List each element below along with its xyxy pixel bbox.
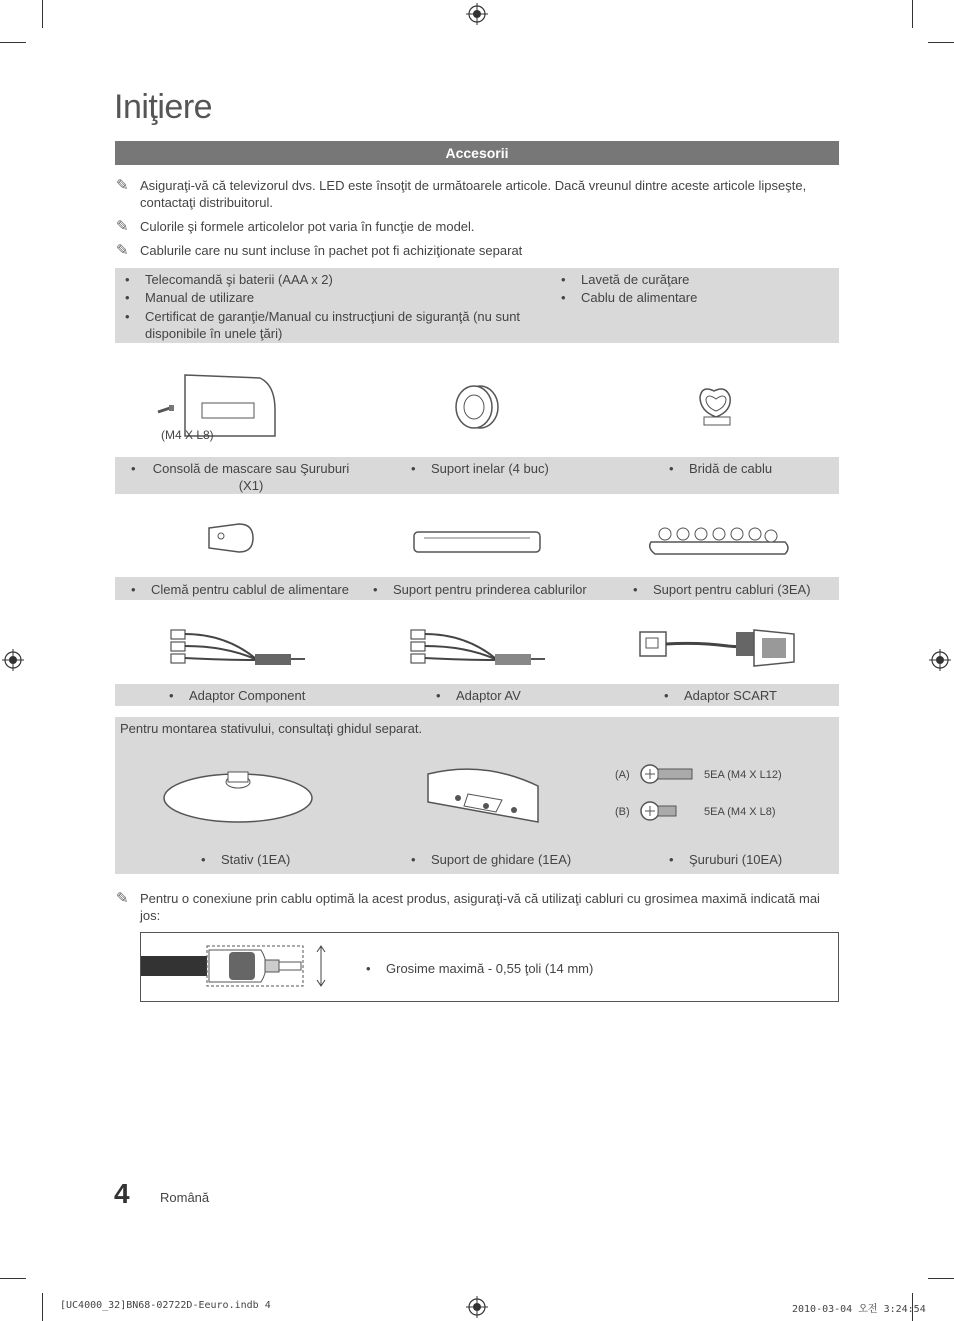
av-adapter-image — [405, 624, 550, 670]
pencil-note-icon: ✎ — [116, 177, 129, 194]
stand-note: Pentru montarea stativului, consultaţi ghidul separat. — [120, 721, 423, 736]
page-number: 4 — [114, 1178, 130, 1209]
holder-wire-stand-image — [410, 528, 545, 556]
registration-mark-icon — [466, 3, 488, 25]
pencil-note-icon: ✎ — [116, 218, 129, 235]
registration-mark-icon — [466, 1296, 488, 1318]
note-text: Asiguraţi-vă că televizorul dvs. LED este însoţit de următoarele articole. Dacă vreunul dintre aceste articole lipseşte, contactaţi distribuitorul. — [140, 178, 807, 210]
crop-mark — [928, 1278, 954, 1279]
language-label: Română — [160, 1190, 210, 1205]
note — [116, 890, 836, 923]
stand-image — [162, 768, 317, 826]
ring-holder-image — [452, 383, 502, 431]
screw-a-tag: (A) — [615, 769, 630, 781]
note-text: Culorile şi formele articolelor pot varia în funcţie de model. — [140, 219, 475, 234]
component-adapter-image — [165, 624, 310, 670]
screw-size-label: (M4 X L8) — [161, 428, 214, 442]
note — [116, 177, 836, 210]
cable-thickness-image — [141, 940, 331, 990]
screw-a-image — [640, 762, 696, 786]
footer-file: [UC4000_32]BN68-02722D-Eeuro.indb 4 — [60, 1300, 271, 1311]
pencil-note-icon: ✎ — [116, 890, 129, 907]
pencil-note-icon: ✎ — [116, 242, 129, 259]
screw-b-label: 5EA (M4 X L8) — [704, 806, 776, 818]
guide-stand-image — [424, 762, 544, 826]
crop-mark — [912, 0, 913, 28]
screw-b-image — [640, 799, 680, 823]
crop-mark — [0, 42, 26, 43]
note — [116, 242, 836, 259]
page-title: Iniţiere — [114, 88, 213, 126]
note-text: Cablurile care nu sunt incluse în pachet pot fi achiziţionate separat — [140, 243, 523, 258]
crop-mark — [42, 0, 43, 28]
registration-mark-icon — [2, 649, 24, 671]
section-header: Accesorii — [115, 141, 839, 165]
scart-adapter-image — [638, 624, 798, 670]
registration-mark-icon — [929, 649, 951, 671]
wire-holder-image — [645, 520, 795, 558]
power-cable-holder-image — [205, 520, 255, 554]
screw-b-tag: (B) — [615, 806, 630, 818]
cable-tie-image — [692, 383, 742, 428]
crop-mark — [0, 1278, 26, 1279]
crop-mark — [42, 1293, 43, 1321]
screw-a-label: 5EA (M4 X L12) — [704, 769, 782, 781]
note-text: Pentru o conexiune prin cablu optimă la acest produs, asiguraţi-vă că utilizaţi cabluri cu grosimea maximă indicată mai jos: — [140, 891, 820, 923]
crop-mark — [928, 42, 954, 43]
note — [116, 218, 836, 235]
footer-timestamp: 2010-03-04 오전 3:24:54 — [792, 1304, 926, 1315]
